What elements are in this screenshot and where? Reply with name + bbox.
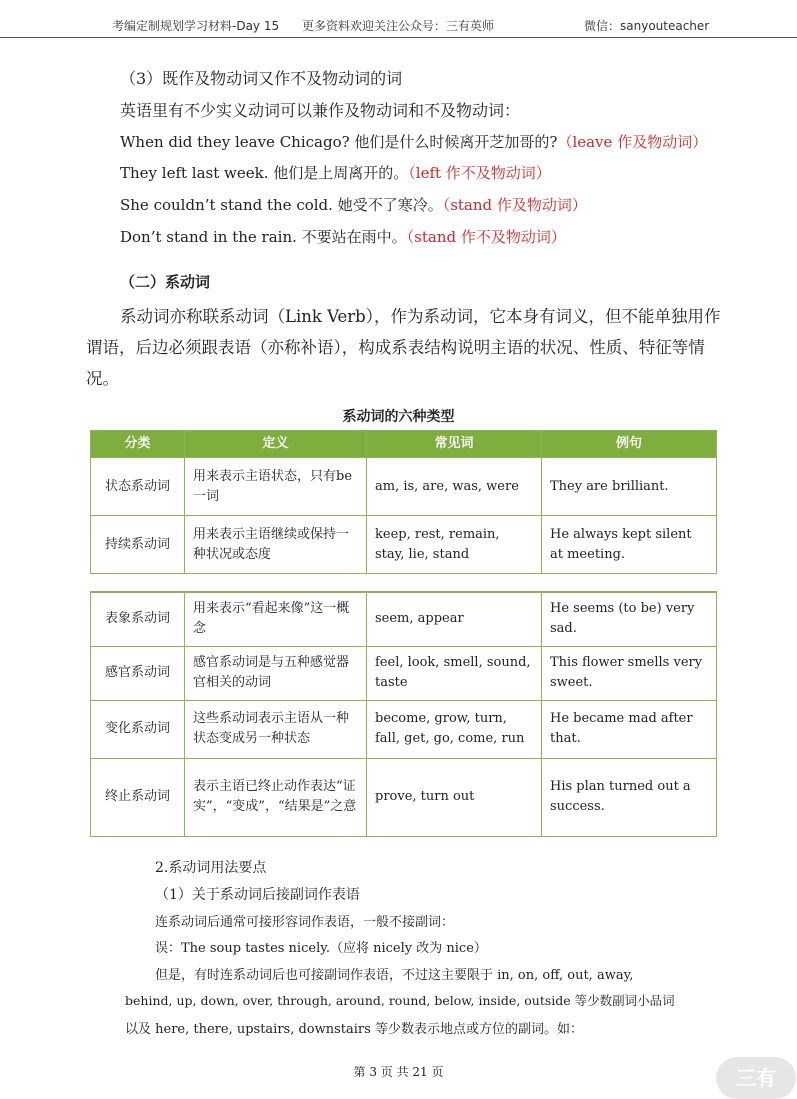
cell-category: 表象系动词 (91, 592, 185, 646)
table-row (91, 592, 717, 646)
cell-example: This flower smells very sweet. (542, 646, 717, 700)
example-text: Don’t stand in the rain. 不要站在雨中。 (120, 228, 407, 246)
table-row (91, 646, 717, 700)
cell-example: He seems (to be) very sad. (542, 592, 717, 646)
header-example: 例句 (542, 431, 717, 458)
header-common-words: 常见词 (367, 431, 542, 458)
cell-definition: 用来表示“看起来像”这一概念 (185, 592, 367, 646)
example-4 (120, 226, 566, 247)
cell-definition: 这些系动词表示主语从一种状态变成另一种状态 (185, 700, 367, 758)
usage-line-4: behind, up, down, over, through, around, round, below, inside, outside 等少数副词小品词 (125, 993, 675, 1008)
section3-title: （3）既作及物动词又作不及物动词的词 (120, 69, 403, 88)
cell-words: am, is, are, was, were (367, 458, 542, 516)
example-2 (120, 162, 551, 183)
cell-words: feel, look, smell, sound, taste (367, 646, 542, 700)
verb-table-part1 (90, 430, 717, 574)
table-row (91, 516, 717, 574)
usage-line-2: 误：The soup tastes nicely.（应将 nicely 改为 nice） (155, 941, 487, 956)
cell-category: 状态系动词 (91, 458, 185, 516)
cell-category: 持续系动词 (91, 516, 185, 574)
usage-subtitle: （1）关于系动词后接副词作表语 (155, 887, 360, 903)
cell-category: 变化系动词 (91, 700, 185, 758)
table-row (91, 700, 717, 758)
table-header-row (91, 431, 717, 458)
page-header (0, 0, 797, 38)
section3-intro: 英语里有不少实义动词可以兼作及物动词和不及物动词： (120, 101, 521, 120)
cell-definition: 表示主语已终止动作表达“证实”，“变成”，“结果是”之意 (185, 758, 367, 836)
header-definition: 定义 (185, 431, 367, 458)
section-link-title: （二）系动词 (120, 273, 211, 291)
cell-category: 感官系动词 (91, 646, 185, 700)
usage-title: 2.系动词用法要点 (155, 860, 267, 876)
header-left: 考编定制规划学习材料-Day 15 (112, 19, 280, 33)
section-link-paragraph: 系动词亦称联系动词（Link Verb），作为系动词，它本身有词义，但不能单独用作谓语，后边必须跟表语（亦称补语），构成系表结构说明主语的状况、性质、特征等情况。 (86, 307, 721, 388)
example-text: She couldn’t stand the cold. 她受不了寒冷。 (120, 196, 443, 214)
cell-example: He always kept silent at meeting. (542, 516, 717, 574)
example-note: （left 作不及物动词） (408, 164, 551, 182)
cell-definition: 用来表示主语状态，只有be一词 (185, 458, 367, 516)
table-row (91, 458, 717, 516)
cell-category: 终止系动词 (91, 758, 185, 836)
header-right: 微信：sanyouteacher (584, 19, 710, 33)
cell-words: keep, rest, remain, stay, lie, stand (367, 516, 542, 574)
usage-line-5: 以及 here, there, upstairs, downstairs 等少数表示地点或方位的副词。如： (125, 1022, 583, 1037)
example-text: They left last week. 他们是上周离开的。 (120, 164, 409, 182)
table-row (91, 758, 717, 836)
cell-words: prove, turn out (367, 758, 542, 836)
example-text: When did they leave Chicago? 他们是什么时候离开芝加哥的? (120, 133, 558, 151)
cell-definition: 用来表示主语继续或保持一种状况或态度 (185, 516, 367, 574)
example-note: （stand 作不及物动词） (406, 228, 566, 246)
cell-words: seem, appear (367, 592, 542, 646)
header-middle: 更多资料欢迎关注公众号：三有英师 (302, 19, 495, 33)
table-caption: 系动词的六种类型 (342, 409, 455, 425)
header-category: 分类 (91, 431, 185, 458)
cell-example: They are brilliant. (542, 458, 717, 516)
cell-example: His plan turned out a success. (542, 758, 717, 836)
example-3 (120, 194, 587, 215)
usage-line-1: 连系动词后通常可接形容词作表语，一般不接副词： (155, 915, 455, 930)
cell-example: He became mad after that. (542, 700, 717, 758)
example-1 (120, 131, 707, 152)
page-footer: 第 3 页 共 21 页 (353, 1065, 444, 1079)
cell-words: become, grow, turn, fall, get, go, come, run (367, 700, 542, 758)
watermark-logo: 三有 (716, 1057, 796, 1099)
usage-line-3: 但是，有时连系动词后也可接副词作表语，不过这主要限于 in, on, off, out, away, (155, 968, 634, 983)
verb-table-part2 (90, 591, 717, 837)
example-note: （stand 作及物动词） (442, 196, 587, 214)
example-note: （leave 作及物动词） (557, 133, 708, 151)
cell-definition: 感官系动词是与五种感觉器官相关的动词 (185, 646, 367, 700)
